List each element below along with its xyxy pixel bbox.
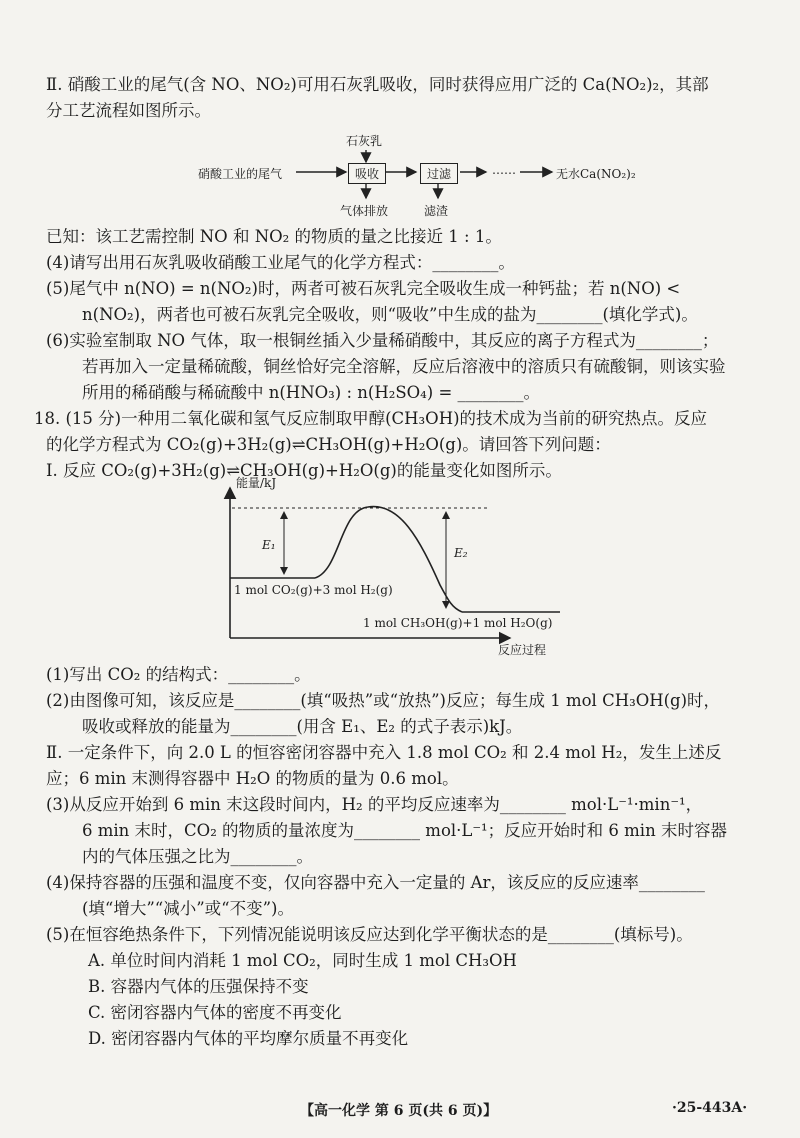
question-6-line2: 若再加入一定量稀硫酸，铜丝恰好完全溶解，反应后溶液中的溶质只有硫酸铜，则该实验 [82, 357, 726, 376]
flow-absorb-box: 吸收 [348, 163, 386, 184]
x-axis-label: 反应过程 [498, 643, 547, 657]
question-5b-line1: (5)在恒容绝热条件下，下列情况能说明该反应达到化学平衡状态的是________(填标号)。 [46, 925, 693, 944]
question-18-line1: 18. (15 分)一种用二氧化碳和氢气反应制取甲醇(CH₃OH)的技术成为当前的研究热点。反应 [34, 409, 708, 428]
products-label: 1 mol CH₃OH(g)+1 mol H₂O(g) [363, 616, 553, 630]
question-5-line2: n(NO₂)，两者也可被石灰乳完全吸收，则“吸收”中生成的盐为________(填化学式)。 [82, 305, 698, 324]
question-3-line1: (3)从反应开始到 6 min 末这段时间内，H₂ 的平均反应速率为________ mol·L⁻¹·min⁻¹， [46, 795, 703, 814]
flow-input-label: 硝酸工业的尾气 [198, 167, 283, 181]
question-1: (1)写出 CO₂ 的结构式：________。 [46, 665, 311, 684]
y-axis-label: 能量/kJ [236, 476, 277, 490]
part1-intro: Ⅰ. 反应 CO₂(g)+3H₂(g)⇌CH₃OH(g)+H₂O(g)的能量变化如图所示。 [46, 461, 562, 480]
option-a: A. 单位时间内消耗 1 mol CO₂，同时生成 1 mol CH₃OH [88, 951, 517, 970]
reactants-label: 1 mol CO₂(g)+3 mol H₂(g) [234, 583, 393, 597]
question-4b-line1: (4)保持容器的压强和温度不变，仅向容器中充入一定量的 Ar，该反应的反应速率________ [46, 873, 705, 892]
part2-line2: 分工艺流程如图所示。 [46, 101, 211, 120]
question-6-line1: (6)实验室制取 NO 气体，取一根铜丝插入少量稀硝酸中，其反应的离子方程式为________； [46, 331, 719, 350]
flow-residue-label: 滤渣 [424, 204, 449, 218]
footer-code: ·25-443A· [672, 1100, 748, 1116]
flow-gas-label: 气体排放 [340, 204, 389, 218]
part2b-line2: 应；6 min 末测得容器中 H₂O 的物质的量为 0.6 mol。 [46, 769, 459, 788]
question-2-line2: 吸收或释放的能量为________(用含 E₁、E₂ 的式子表示)kJ。 [82, 717, 523, 736]
flow-dots: …… [492, 163, 516, 177]
flow-product-label: 无水Ca(NO₂)₂ [556, 167, 636, 181]
question-6-line3: 所用的稀硝酸与稀硫酸中 n(HNO₃) : n(H₂SO₄) = ________。 [82, 383, 541, 402]
question-5-line1: (5)尾气中 n(NO) = n(NO₂)时，两者可被石灰乳完全吸收生成一种钙盐；若 n(NO) < [46, 279, 681, 298]
flow-lime-label: 石灰乳 [346, 134, 383, 148]
option-c: C. 密闭容器内气体的密度不再变化 [88, 1003, 342, 1022]
footer-page: 【高一化学 第 6 页(共 6 页)】 [300, 1103, 498, 1119]
question-4: (4)请写出用石灰乳吸收硝酸工业尾气的化学方程式：________。 [46, 253, 515, 272]
known-condition: 已知：该工艺需控制 NO 和 NO₂ 的物质的量之比接近 1 : 1。 [46, 227, 502, 246]
question-18-line2: 的化学方程式为 CO₂(g)+3H₂(g)⇌CH₃OH(g)+H₂O(g)。请回答下列问题： [46, 435, 611, 454]
e1-label: E₁ [262, 538, 276, 552]
question-4b-line2: (填“增大”“减小”或“不变”)。 [82, 899, 294, 918]
flow-filter-box: 过滤 [420, 163, 458, 184]
option-b: B. 容器内气体的压强保持不变 [88, 977, 309, 996]
part2b-line1: Ⅱ. 一定条件下，向 2.0 L 的恒容密闭容器中充入 1.8 mol CO₂ 和 2.4 mol H₂，发生上述反 [46, 743, 722, 762]
e2-label: E₂ [454, 546, 468, 560]
question-3-line2: 6 min 末时，CO₂ 的物质的量浓度为________ mol·L⁻¹；反应开始时和 6 min 末时容器 [82, 821, 727, 840]
question-2-line1: (2)由图像可知，该反应是________(填“吸热”或“放热”)反应；每生成 1 mol CH₃OH(g)时， [46, 691, 721, 710]
option-d: D. 密闭容器内气体的平均摩尔质量不再变化 [88, 1029, 409, 1048]
question-3-line3: 内的气体压强之比为________。 [82, 847, 313, 866]
part2-line1: Ⅱ. 硝酸工业的尾气(含 NO、NO₂)可用石灰乳吸收，同时获得应用广泛的 Ca(NO₂)₂，其部 [46, 75, 709, 94]
